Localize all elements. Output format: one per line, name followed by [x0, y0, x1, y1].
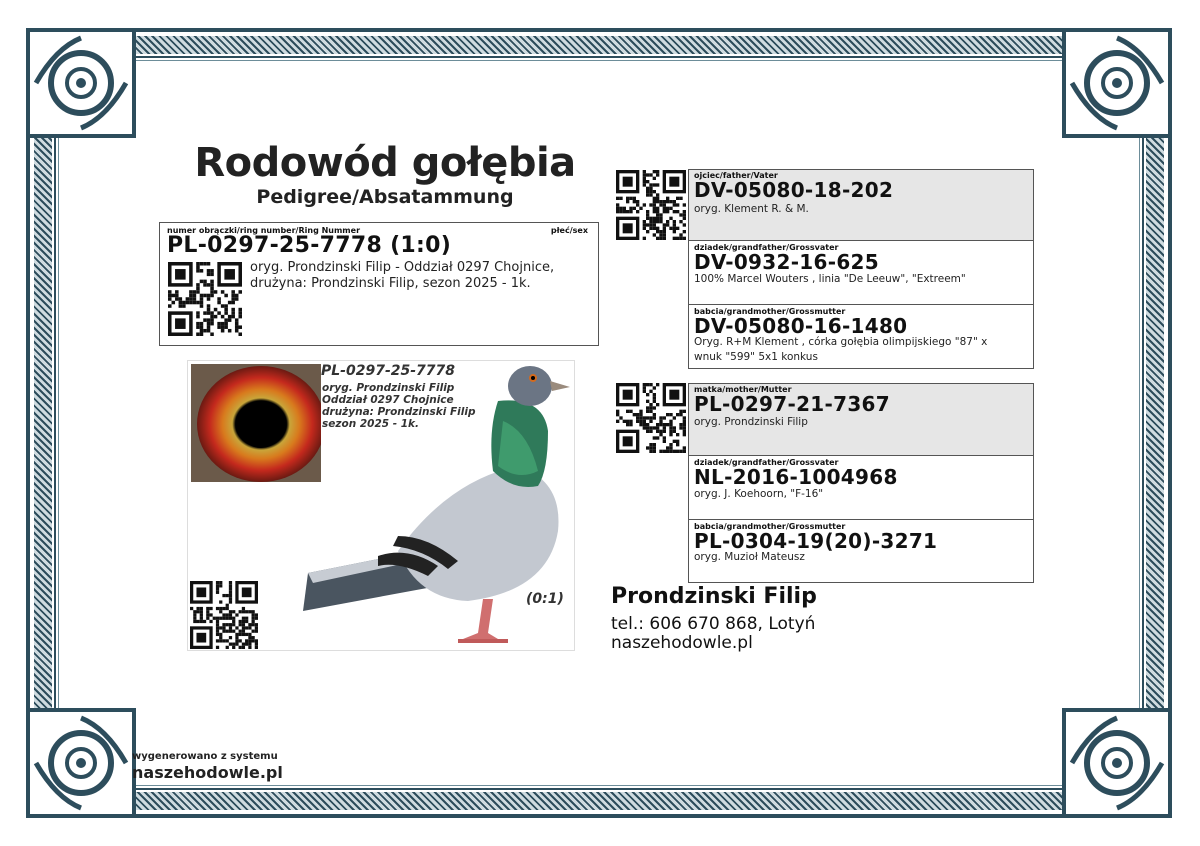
maternal-grandfather-label: dziadek/grandfather/Grossvater	[694, 458, 839, 467]
ring-number-label: numer obrączki/ring number/Ring Nummer	[167, 226, 361, 235]
sex-label: płeć/sex	[550, 226, 588, 235]
qr-pattern	[168, 262, 242, 336]
corner-ornament-bottom-right	[1062, 708, 1172, 818]
qr-pattern	[616, 383, 686, 453]
mother-label: matka/mother/Mutter	[694, 385, 792, 394]
corner-ornament-top-left	[26, 28, 136, 138]
father-ring-number: DV-05080-18-202	[694, 178, 894, 202]
paternal-grandmother-label: babcia/grandmother/Grossmutter	[694, 307, 846, 316]
photo-sex: (0:1)	[526, 591, 564, 607]
maternal-grandmother-box	[688, 519, 1034, 583]
photo-ring-number: PL-0297-25-7778	[321, 363, 456, 379]
photo-line-4: sezon 2025 - 1k.	[322, 418, 419, 430]
photo-line-1: oryg. Prondzinski Filip	[322, 382, 455, 394]
paternal-grandfather-description: 100% Marcel Wouters , linia "De Leeuw", "Extreem"	[694, 273, 966, 285]
maternal-grandfather-ring-number: NL-2016-1004968	[694, 465, 898, 489]
father-label: ojciec/father/Vater	[694, 171, 778, 180]
maternal-grandmother-description: oryg. Muzioł Mateusz	[694, 551, 805, 563]
main-description-line2: drużyna: Prondzinski Filip, sezon 2025 - 1k.	[250, 276, 531, 291]
paternal-grandmother-description-line2: wnuk "599" 5x1 konkus	[694, 351, 818, 363]
footer-generated-text: wygenerowano z systemu	[132, 751, 278, 762]
paternal-grandfather-label: dziadek/grandfather/Grossvater	[694, 243, 839, 252]
qr-code	[168, 262, 242, 336]
qr-code	[190, 581, 258, 649]
corner-ornament-bottom-left	[26, 708, 136, 818]
qr-code-mother	[616, 383, 686, 453]
maternal-grandfather-box	[688, 455, 1034, 520]
main-description-line1: oryg. Prondzinski Filip - Oddział 0297 Chojnice,	[250, 260, 555, 275]
breeder-website[interactable]: naszehodowle.pl	[611, 633, 753, 653]
mother-box	[688, 383, 1034, 456]
paternal-grandmother-description-line1: Oryg. R+M Klement , córka gołębia olimpijskiego "87" x	[694, 336, 988, 348]
qr-pattern	[190, 581, 258, 649]
qr-code-father	[616, 170, 686, 240]
father-box	[688, 169, 1034, 241]
corner-ornament-top-right	[1062, 28, 1172, 138]
maternal-grandmother-label: babcia/grandmother/Grossmutter	[694, 522, 846, 531]
main-ring-box	[159, 222, 599, 346]
breeder-name: Prondzinski Filip	[611, 584, 817, 609]
paternal-grandfather-box	[688, 240, 1034, 305]
mother-description: oryg. Prondzinski Filip	[694, 416, 808, 428]
paternal-grandmother-ring-number: DV-05080-16-1480	[694, 314, 908, 338]
page-subtitle: Pedigree/Absatammung	[256, 186, 514, 208]
maternal-grandfather-description: oryg. J. Koehoorn, "F-16"	[694, 488, 824, 500]
paternal-grandmother-box	[688, 304, 1034, 369]
father-description: oryg. Klement R. & M.	[694, 203, 809, 215]
footer-site-link[interactable]: naszehodowle.pl	[132, 763, 283, 782]
maternal-grandmother-ring-number: PL-0304-19(20)-3271	[694, 529, 938, 553]
mother-ring-number: PL-0297-21-7367	[694, 392, 890, 416]
breeder-phone: tel.: 606 670 868, Lotyń	[611, 614, 816, 634]
qr-pattern	[616, 170, 686, 240]
main-ring-number: PL-0297-25-7778 (1:0)	[167, 233, 452, 258]
pigeon-image	[298, 361, 578, 651]
pigeon-photo-panel	[187, 360, 575, 651]
page-title: Rodowód gołębia	[194, 140, 576, 186]
photo-line-2: Oddział 0297 Chojnice	[322, 394, 454, 406]
paternal-grandfather-ring-number: DV-0932-16-625	[694, 250, 879, 274]
photo-line-3: drużyna: Prondzinski Filip	[322, 406, 476, 418]
